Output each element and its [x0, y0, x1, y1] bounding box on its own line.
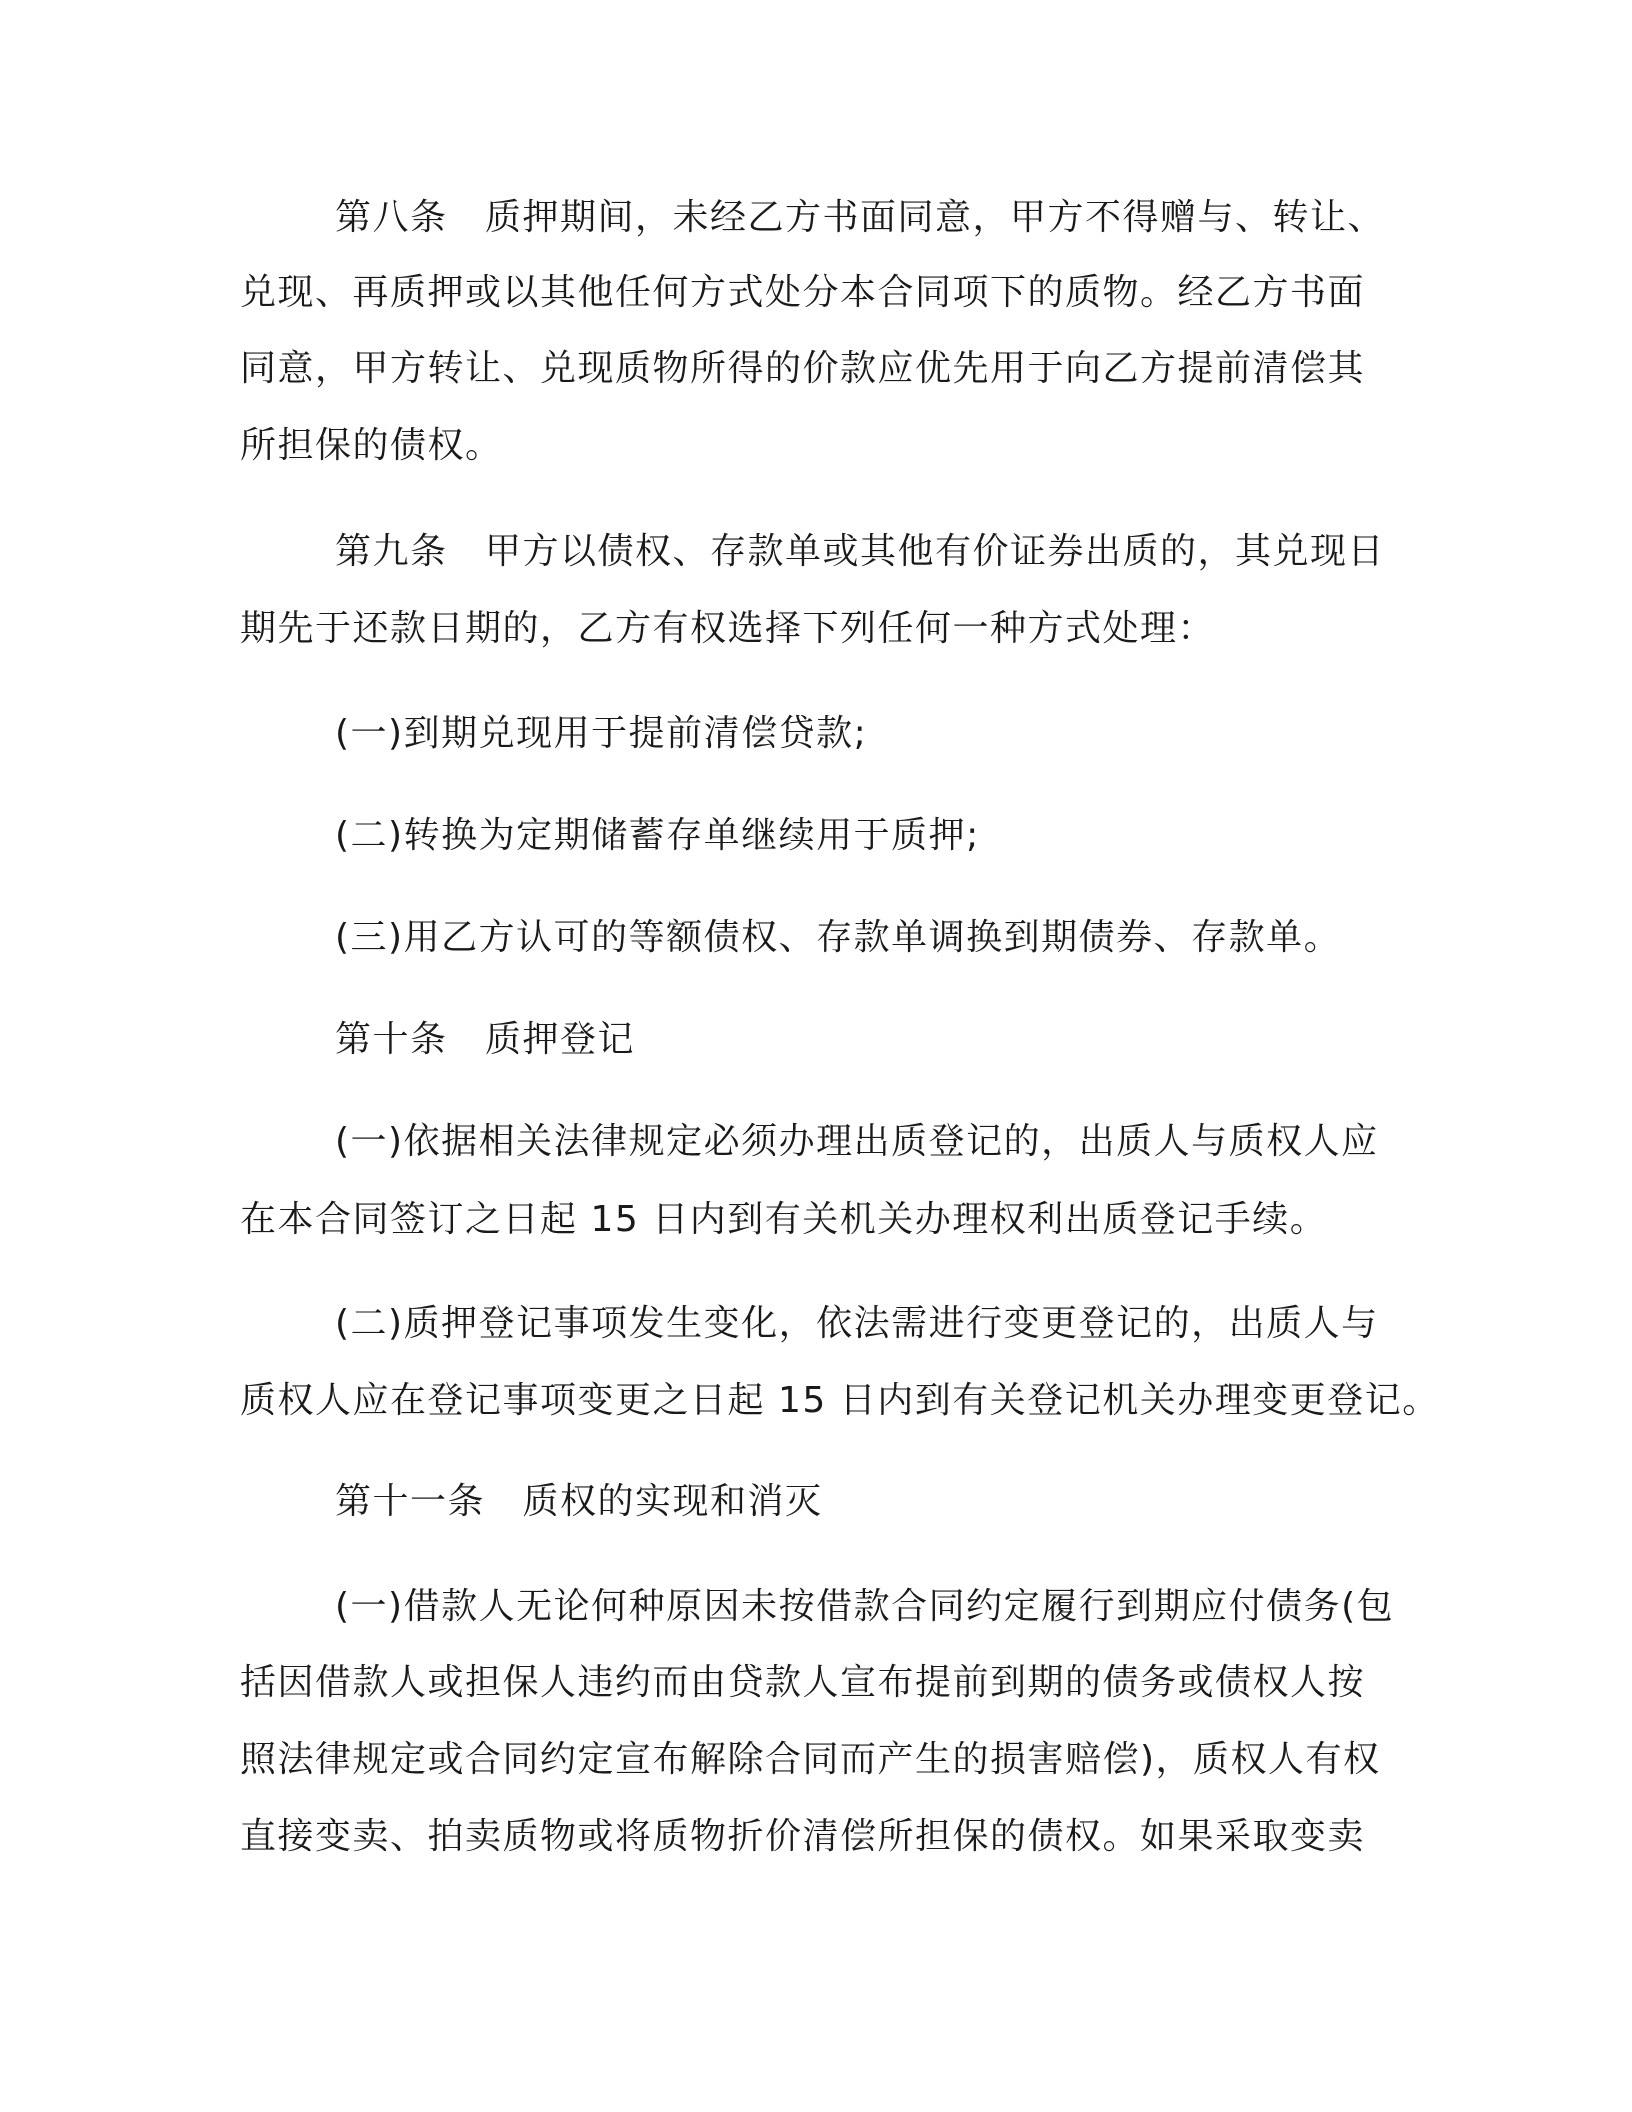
- article-8-line-1: 第八条 质押期间，未经乙方书面同意，甲方不得赠与、转让、: [335, 197, 1386, 238]
- article-9-item-3: (三)用乙方认可的等额债权、存款单调换到期债券、存款单。: [335, 917, 1342, 958]
- article-8-line-3: 同意，甲方转让、兑现质物所得的价款应优先用于向乙方提前清偿其: [240, 348, 1366, 389]
- article-11-item-1-line-1: (一)借款人无论何种原因未按借款合同约定履行到期应付债务(包: [335, 1586, 1395, 1627]
- article-10-item-1-line-1: (一)依据相关法律规定必须办理出质登记的，出质人与质权人应: [335, 1121, 1379, 1162]
- article-8-line-4: 所担保的债权。: [240, 425, 503, 466]
- article-8-line-2: 兑现、再质押或以其他任何方式处分本合同项下的质物。经乙方书面: [240, 272, 1366, 313]
- article-11-item-1-line-2: 括因借款人或担保人违约而由贷款人宣布提前到期的债务或债权人按: [240, 1662, 1366, 1703]
- article-9-item-2: (二)转换为定期储蓄存单继续用于质押;: [335, 815, 980, 856]
- article-11-heading: 第十一条 质权的实现和消灭: [335, 1481, 823, 1522]
- article-10-heading: 第十条 质押登记: [335, 1019, 636, 1060]
- article-11-item-1-line-3: 照法律规定或合同约定宣布解除合同而产生的损害赔偿)，质权人有权: [240, 1739, 1381, 1780]
- article-9-item-1: (一)到期兑现用于提前清偿贷款;: [335, 713, 868, 754]
- article-9-line-1: 第九条 甲方以债权、存款单或其他有价证券出质的，其兑现日: [335, 531, 1386, 572]
- article-11-item-1-line-4: 直接变卖、拍卖质物或将质物折价清偿所担保的债权。如果采取变卖: [240, 1816, 1366, 1857]
- article-9-line-2: 期先于还款日期的，乙方有权选择下列任何一种方式处理：: [240, 608, 1216, 649]
- article-10-item-1-line-2: 在本合同签订之日起 15 日内到有关机关办理权利出质登记手续。: [240, 1199, 1328, 1240]
- article-10-item-2-line-2: 质权人应在登记事项变更之日起 15 日内到有关登记机关办理变更登记。: [240, 1380, 1440, 1421]
- article-10-item-2-line-1: (二)质押登记事项发生变化，依法需进行变更登记的，出质人与: [335, 1303, 1379, 1344]
